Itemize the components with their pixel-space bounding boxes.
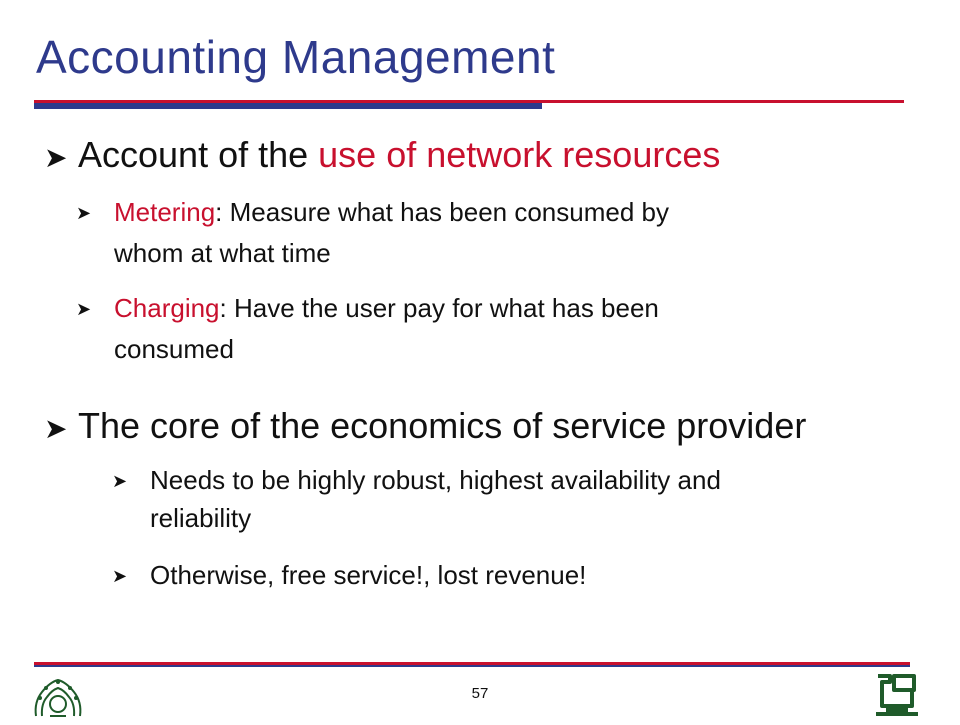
sub-bullet-robust bbox=[112, 460, 721, 501]
sub-bullet-continuation: reliability bbox=[150, 503, 252, 533]
sub-bullet-highlight: Metering bbox=[114, 197, 216, 227]
bullet-highlight: use of network resources bbox=[318, 134, 721, 175]
bullet-text: Account of the bbox=[78, 134, 319, 175]
sub-bullet-continuation: whom at what time bbox=[114, 238, 331, 268]
sub-bullet-otherwise bbox=[112, 555, 586, 596]
sub-bullet-text: Needs to be highly robust, highest availability and bbox=[150, 465, 721, 495]
sub-bullet-text: : Have the user pay for what has been bbox=[219, 293, 659, 323]
arrow-bullet-icon: ➤ bbox=[44, 413, 68, 444]
bullet-text: The core of the economics of service provider bbox=[78, 405, 807, 446]
sub-bullet-metering bbox=[76, 192, 669, 233]
computer-lab-icon bbox=[872, 670, 922, 720]
arrow-bullet-icon: ➤ bbox=[112, 471, 128, 491]
sub-bullet-highlight: Charging bbox=[114, 293, 220, 323]
bullet-core-economics bbox=[44, 405, 806, 447]
bullet-account-of-use bbox=[44, 134, 720, 176]
arrow-bullet-icon: ➤ bbox=[76, 299, 92, 319]
sub-bullet-text: : Measure what has been consumed by bbox=[215, 197, 669, 227]
sub-bullet-charging bbox=[76, 288, 659, 329]
slide-title: Accounting Management bbox=[36, 31, 556, 83]
arrow-bullet-icon: ➤ bbox=[76, 203, 92, 223]
arrow-bullet-icon: ➤ bbox=[44, 142, 68, 173]
title-rule-blue bbox=[34, 103, 542, 109]
sub-bullet-continuation: consumed bbox=[114, 334, 234, 364]
arrow-bullet-icon: ➤ bbox=[112, 566, 128, 586]
footer-rule-blue bbox=[34, 665, 910, 667]
sub-bullet-text: Otherwise, free service!, lost revenue! bbox=[150, 560, 587, 590]
page-number: 57 bbox=[471, 685, 489, 702]
